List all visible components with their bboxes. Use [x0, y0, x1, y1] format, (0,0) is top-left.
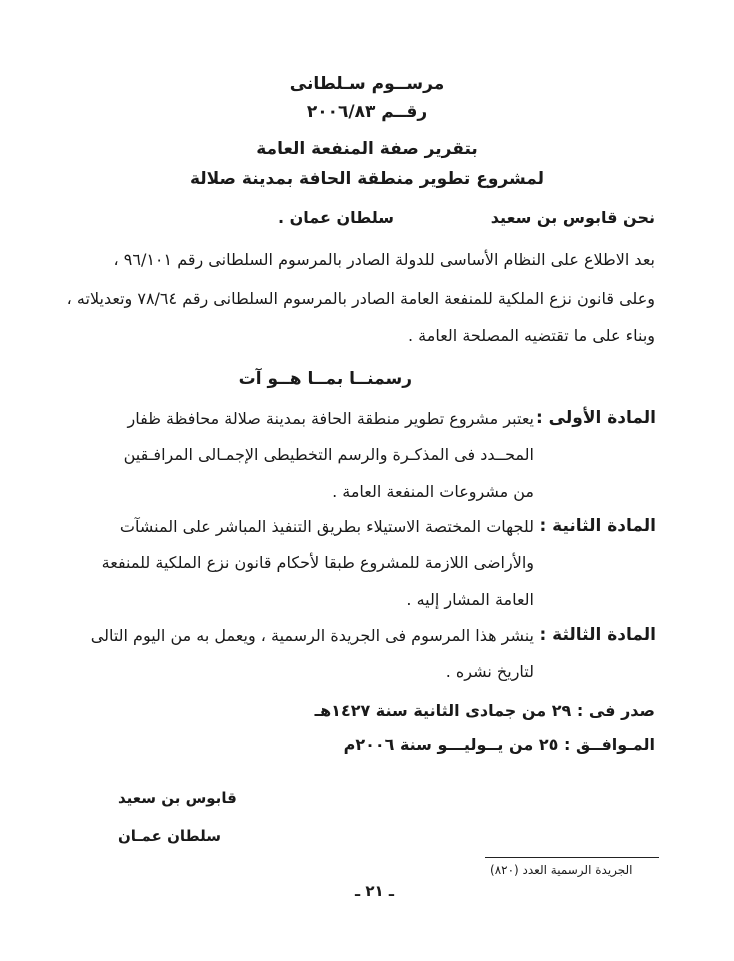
decree-number: رقــم ٢٠٠٦/٨٣ [306, 102, 428, 122]
sovereign-title: سلطان عمان . [277, 208, 394, 227]
gazette-reference: الجريدة الرسمية العدد (٨٢٠) [490, 863, 633, 877]
article-3-label: المادة الثالثة : [539, 625, 656, 645]
article-2-line: العامة المشار إليه . [406, 590, 534, 609]
article-1-line: من مشروعات المنفعة العامة . [332, 482, 534, 501]
decree-title: مرســوم سـلطانى [289, 74, 445, 94]
sovereign-name: نحن قابوس بن سعيد [490, 208, 655, 227]
preamble-line: وبناء على ما تقتضيه المصلحة العامة . [408, 326, 655, 345]
article-1-line: يعتبر مشروع تطوير منطقة الحافة بمدينة صلالة محافظة ظفار [127, 409, 534, 428]
issued-hijri-date: صدر فى : ٢٩ من جمادى الثانية سنة ١٤٢٧هـ [314, 701, 655, 720]
article-3-line: ينشر هذا المرسوم فى الجريدة الرسمية ، ويعمل به من اليوم التالى [90, 626, 534, 645]
decreed-heading: رسمنــا بمــا هــو آت [238, 369, 412, 389]
article-1-label: المادة الأولى : [535, 408, 656, 428]
page-number: ـ ٢١ ـ [355, 882, 395, 900]
preamble-line: بعد الاطلاع على النظام الأساسى للدولة الصادر بالمرسوم السلطانى رقم ٩٦/١٠١ ، [113, 250, 655, 269]
article-1-line: المحــدد فى المذكـرة والرسم التخطيطى الإجمـالى المرافـقين [123, 445, 534, 464]
article-2-line: للجهات المختصة الاستيلاء بطريق التنفيذ المباشر على المنشآت [119, 517, 534, 536]
signature-title: سلطان عمـان [118, 827, 222, 845]
article-2-line: والأراضى اللازمة للمشروع طبقا لأحكام قانون نزع الملكية للمنفعة [101, 553, 534, 572]
signature-name: قابوس بن سعيد [118, 789, 237, 807]
decree-subject-line-1: بتقرير صفة المنفعة العامة [256, 139, 478, 159]
decree-subject-line-2: لمشروع تطوير منطقة الحافة بمدينة صلالة [189, 169, 545, 189]
preamble-line: وعلى قانون نزع الملكية للمنفعة العامة الصادر بالمرسوم السلطانى رقم ٧٨/٦٤ وتعديلاته ، [66, 289, 655, 308]
footnote-divider [485, 857, 659, 858]
article-3-line: لتاريخ نشره . [445, 662, 534, 681]
article-2-label: المادة الثانية : [539, 516, 656, 536]
issued-gregorian-date: المـوافــق : ٢٥ من يــوليـــو سنة ٢٠٠٦م [343, 735, 655, 754]
